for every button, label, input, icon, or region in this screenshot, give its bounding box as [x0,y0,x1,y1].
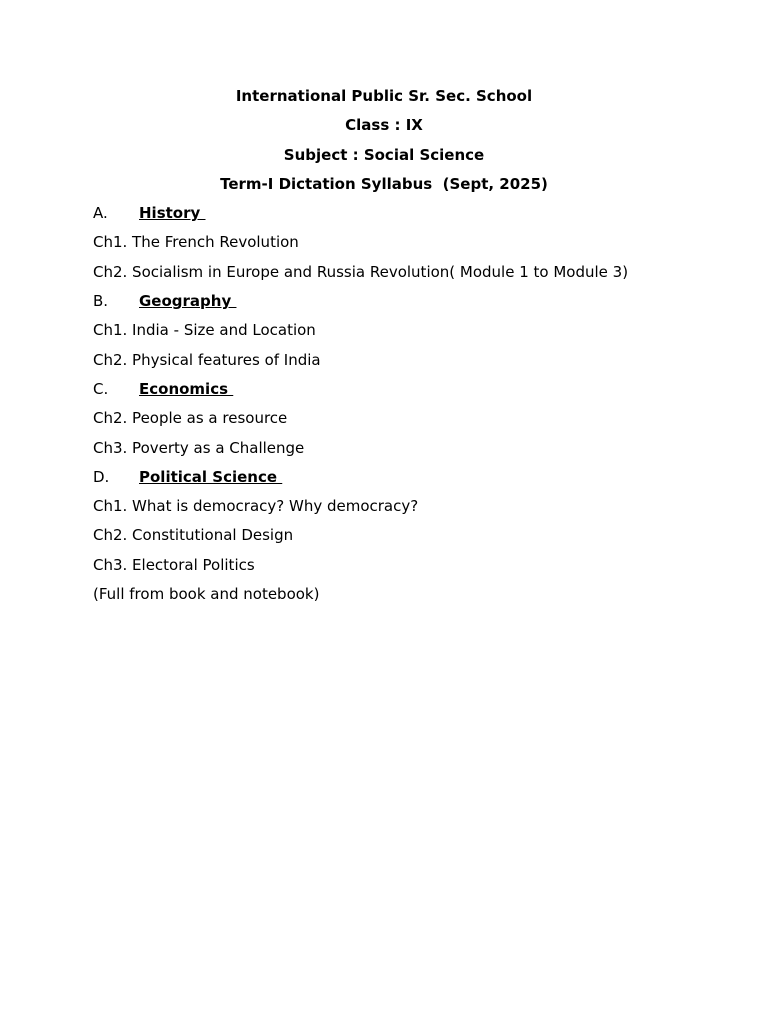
chapter-item: Ch2. Physical features of India [93,350,321,369]
section-title: Economics [139,379,234,398]
section-heading-economics [93,377,675,406]
chapter-item: Ch1. India - Size and Location [93,321,316,340]
chapter-item: Ch3. Poverty as a Challenge [93,438,305,457]
section-letter: A. [93,204,108,223]
chapter-item: Ch2. Constitutional Design [93,526,294,545]
section-heading-political-science [93,465,675,494]
syllabus-note: (Full from book and notebook) [93,585,320,604]
class-label: Class : IX [345,116,423,135]
section-heading-geography [93,289,675,318]
section-heading-history [93,201,675,230]
syllabus-title: Term-I Dictation Syllabus (Sept, 2025) [220,174,548,193]
section-letter: C. [93,379,109,398]
chapter-item: Ch1. What is democracy? Why democracy? [93,497,419,516]
section-title: Political Science [139,467,283,486]
chapter-item: Ch3. Electoral Politics [93,555,255,574]
section-letter: B. [93,292,109,311]
chapter-item: Ch2. Socialism in Europe and Russia Revolution( Module 1 to Module 3) [93,262,629,281]
section-title: History [139,204,206,223]
chapter-item: Ch2. People as a resource [93,409,288,428]
school-name: International Public Sr. Sec. School [235,87,533,105]
chapter-item: Ch1. The French Revolution [93,233,299,252]
document-page [93,84,675,611]
section-title: Geography [139,292,237,311]
section-letter: D. [93,467,110,486]
subject-label: Subject : Social Science [283,145,485,164]
